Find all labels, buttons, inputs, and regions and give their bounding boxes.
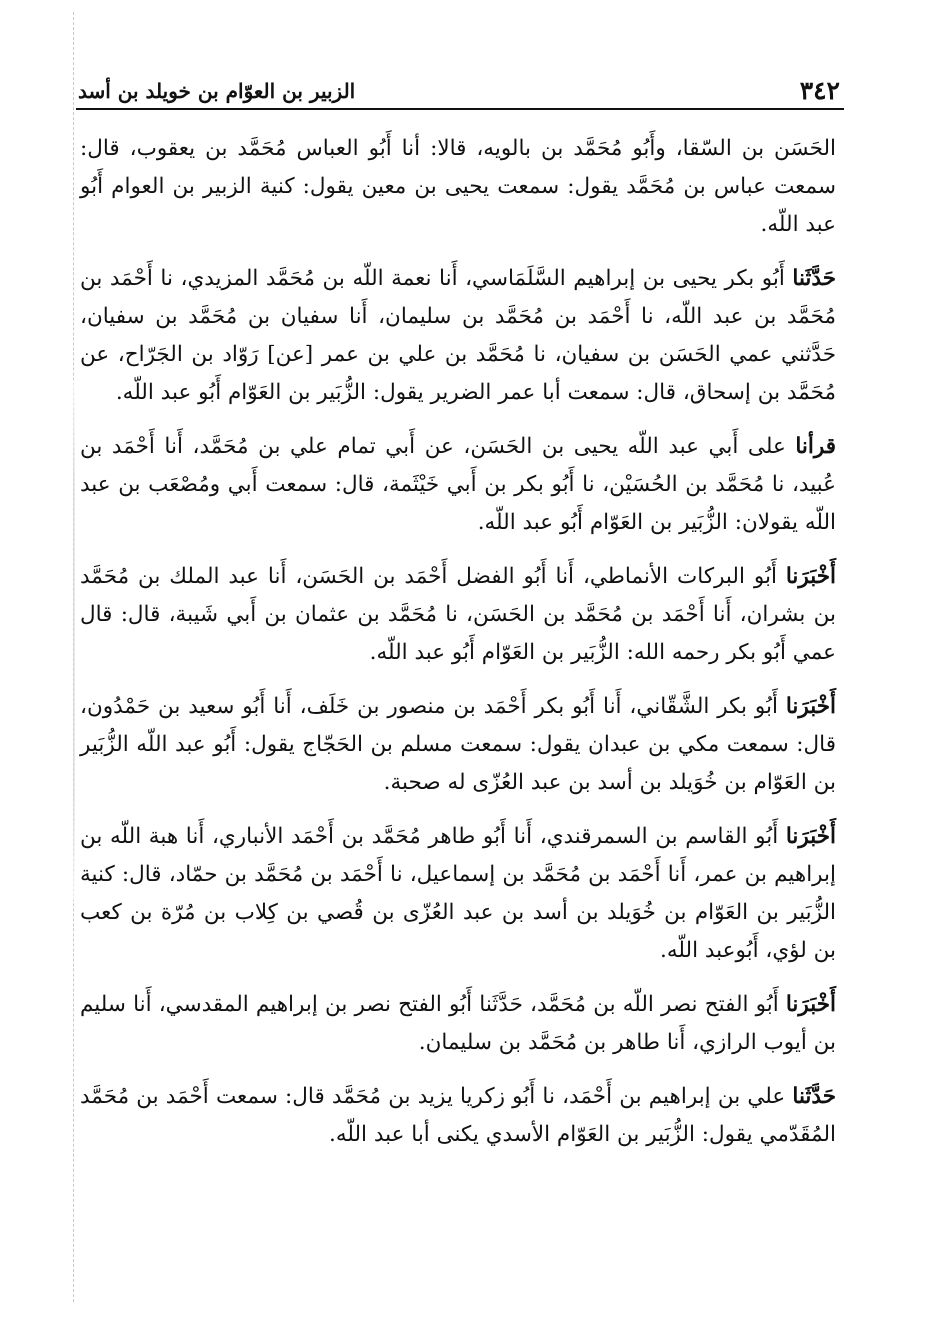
paragraph-lead: أَخْبَرَنا xyxy=(785,564,836,589)
paragraph-text: أَبُو بكر يحيى بن إبراهيم السَّلَمَاسي، أَنا نعمة اللّه بن مُحَمَّد المزيدي، نا أَحْمَد بن مُحَمَّد بن عبد اللّه، نا أَحْمَد بن مُحَمَّد بن سليمان، أَنا سفيان بن مُحَمَّد بن سفيان، حَدَّثني عمي الحَسَن بن سفيان، نا مُحَمَّد بن علي بن عمر [عن] رَوّاد بن الجَرّاح، عن مُحَمَّد بن إسحاق، قال: سمعت أبا عمر الضرير يقول: الزُّبَير بن العَوّام أَبُو عبد اللّه. xyxy=(80,266,836,405)
paragraph-3 xyxy=(80,428,836,542)
paragraph-lead: أَخْبَرَنا xyxy=(785,992,836,1017)
paragraph-lead: أَخْبَرَنا xyxy=(785,824,836,849)
paragraph-7 xyxy=(80,986,836,1062)
paragraph-lead: أَخْبَرَنا xyxy=(785,694,836,719)
paragraph-text: الحَسَن بن السّقا، وأَبُو مُحَمَّد بن بالويه، قالا: أنا أَبُو العباس مُحَمَّد بن يعقوب، قال: سمعت عباس بن مُحَمَّد يقول: سمعت يحيى بن معين يقول: كنية الزبير بن العوام أَبُو عبد اللّه. xyxy=(80,136,836,237)
paragraph-text: على أَبي عبد اللّه يحيى بن الحَسَن، عن أَبي تمام علي بن مُحَمَّد، أَنا أَحْمَد بن عُبيد، نا مُحَمَّد بن الحُسَيْن، نا أَبُو بكر بن أَبي خَيْثَمة، قال: سمعت أَبي ومُصْعَب بن عبد اللّه يقولان: الزُّبَير بن العَوّام أَبُو عبد اللّه. xyxy=(80,434,836,535)
paragraph-lead: قرأنا xyxy=(795,434,836,459)
body-text xyxy=(80,130,836,1170)
paragraph-8 xyxy=(80,1078,836,1154)
running-header xyxy=(78,70,840,106)
paragraph-lead: حَدَّثَنا xyxy=(792,266,836,291)
paragraph-text: علي بن إبراهيم بن أَحْمَد، نا أَبُو زكريا يزيد بن مُحَمَّد قال: سمعت أَحْمَد بن مُحَمَّد المُقَدّمي يقول: الزُّبَير بن العَوّام الأسدي يكنى أبا عبد اللّه. xyxy=(80,1084,836,1147)
paragraph-lead: حَدَّثَنا xyxy=(792,1084,836,1109)
paragraph-text: أَبُو بكر الشَّقّاني، أَنا أَبُو بكر أَحْمَد بن منصور بن خَلَف، أَنا أَبُو سعيد بن حَمْدُون، قال: سمعت مكي بن عبدان يقول: سمعت مسلم بن الحَجّاج يقول: أَبُو عبد اللّه الزُّبَير بن العَوّام بن خُوَيلد بن أسد بن عبد العُزّى له صحبة. xyxy=(80,694,836,795)
paragraph-text: أَبُو القاسم بن السمرقندي، أَنا أَبُو طاهر مُحَمَّد بن أَحْمَد الأنباري، أَنا هبة اللّه بن إبراهيم بن عمر، أَنا أَحْمَد بن مُحَمَّد بن إسماعيل، نا أَحْمَد بن مُحَمَّد بن حمّاد، قال: كنية الزُّبَير بن العَوّام بن خُوَيلد بن أسد بن عبد العُزّى بن قُصي بن كِلاب بن مُرّة بن كعب بن لؤي، أَبُوعبد اللّه. xyxy=(80,824,836,963)
paragraph-1 xyxy=(80,130,836,244)
page-number: ٣٤٢ xyxy=(799,76,840,105)
paragraph-text: أَبُو الفتح نصر اللّه بن مُحَمَّد، حَدَّثَنا أَبُو الفتح نصر بن إبراهيم المقدسي، أَنا سليم بن أيوب الرازي، أَنا طاهر بن مُحَمَّد بن سليمان. xyxy=(80,992,836,1055)
paragraph-6 xyxy=(80,818,836,970)
scan-shadow xyxy=(73,380,75,900)
running-title: الزبير بن العوّام بن خويلد بن أسد xyxy=(78,79,356,103)
paragraph-2 xyxy=(80,260,836,412)
paragraph-text: أَبُو البركات الأنماطي، أَنا أَبُو الفضل أَحْمَد بن الحَسَن، أَنا عبد الملك بن مُحَمَّد بن بشران، أَنا أَحْمَد بن مُحَمَّد بن الحَسَن، نا مُحَمَّد بن عثمان بن أَبي شَيبة، قال: قال عمي أَبُو بكر رحمه الله: الزُّبَير بن العَوّام أَبُو عبد اللّه. xyxy=(80,564,836,665)
paragraph-4 xyxy=(80,558,836,672)
header-rule xyxy=(76,108,844,110)
paragraph-5 xyxy=(80,688,836,802)
